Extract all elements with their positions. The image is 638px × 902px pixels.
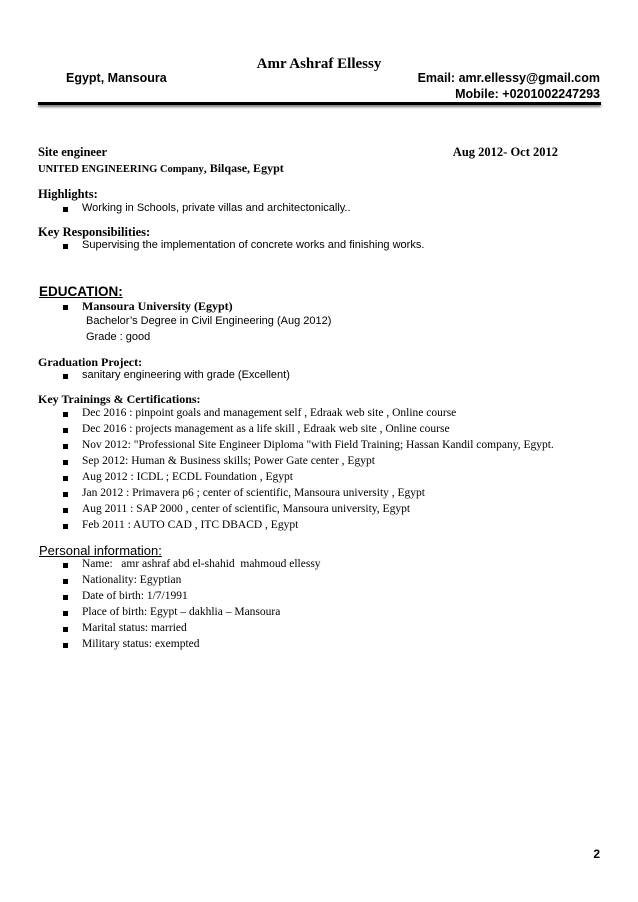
degree: Bachelor’s Degree in Civil Engineering (Aug 2012)	[86, 315, 332, 327]
training-item: Feb 2011 : AUTO CAD , ITC DBACD , Egypt	[82, 519, 299, 531]
company-name: UNITED ENGINEERING	[38, 164, 158, 175]
bullet-icon	[63, 643, 68, 648]
personal-item: Place of birth: Egypt – dakhlia – Mansoura	[82, 606, 281, 618]
personal-item: Name: amr ashraf abd el-shahid mahmoud ellessy	[82, 558, 321, 570]
training-item: Dec 2016 : pinpoint goals and management self , Edraak web site , Online course	[82, 407, 457, 419]
bullet-icon	[63, 207, 68, 212]
bullet-icon	[63, 508, 68, 513]
bullet-icon	[63, 244, 68, 249]
training-item: Sep 2012: Human & Business skills; Power Gate center , Egypt	[82, 455, 375, 467]
trainings-label: Key Trainings & Certifications:	[38, 392, 201, 406]
personal-item: Nationality: Egyptian	[82, 574, 182, 586]
page-number: 2	[593, 847, 600, 861]
company-line	[38, 161, 284, 176]
responsibility-item: Supervising the implementation of concrete works and finishing works.	[82, 239, 425, 251]
resume-name: Amr Ashraf Ellessy	[256, 56, 382, 72]
email: Email: amr.ellessy@gmail.com	[417, 71, 600, 85]
university: Mansoura University (Egypt)	[82, 299, 233, 313]
training-item: Aug 2012 : ICDL ; ECDL Foundation , Egypt	[82, 471, 293, 483]
bullet-icon	[63, 476, 68, 481]
bullet-icon	[63, 579, 68, 584]
location: Egypt, Mansoura	[66, 71, 167, 85]
bullet-icon	[63, 460, 68, 465]
bullet-icon	[63, 412, 68, 417]
bullet-icon	[63, 627, 68, 632]
bullet-icon	[63, 492, 68, 497]
job-title: Site engineer	[38, 145, 108, 159]
bullet-icon	[63, 374, 68, 379]
graduation-project-item: sanitary engineering with grade (Excellent)	[82, 369, 290, 381]
company-suffix: Company	[157, 164, 204, 175]
bullet-icon	[63, 305, 68, 310]
mobile: Mobile: +0201002247293	[455, 87, 600, 101]
job-dates: Aug 2012- Oct 2012	[452, 145, 558, 159]
highlight-item: Working in Schools, private villas and architectonically..	[82, 202, 351, 214]
bullet-icon	[63, 595, 68, 600]
responsibilities-label: Key Responsibilities:	[38, 225, 151, 239]
bullet-icon	[63, 428, 68, 433]
training-item: Jan 2012 : Primavera p6 ; center of scientific, Mansoura university , Egypt	[82, 487, 425, 499]
bullet-icon	[63, 611, 68, 616]
bullet-icon	[63, 524, 68, 529]
company-location: , Bilqase, Egypt	[203, 161, 284, 175]
training-item: Nov 2012: "Professional Site Engineer Diploma "with Field Training; Hassan Kandil company, Egypt.	[82, 439, 554, 451]
header-divider	[38, 102, 601, 105]
personal-item: Military status: exempted	[82, 638, 200, 650]
training-item: Dec 2016 : projects management as a life skill , Edraak web site , Online course	[82, 423, 450, 435]
highlights-label: Highlights:	[38, 187, 98, 201]
training-item: Aug 2011 : SAP 2000 , center of scientific, Mansoura university, Egypt	[82, 503, 411, 515]
personal-info-heading: Personal information:	[39, 543, 162, 558]
education-heading: EDUCATION:	[39, 284, 123, 299]
bullet-icon	[63, 444, 68, 449]
personal-item: Marital status: married	[82, 622, 187, 634]
personal-item: Date of birth: 1/7/1991	[82, 590, 188, 602]
bullet-icon	[63, 563, 68, 568]
grade: Grade : good	[86, 331, 151, 343]
graduation-project-label: Graduation Project:	[38, 355, 143, 369]
